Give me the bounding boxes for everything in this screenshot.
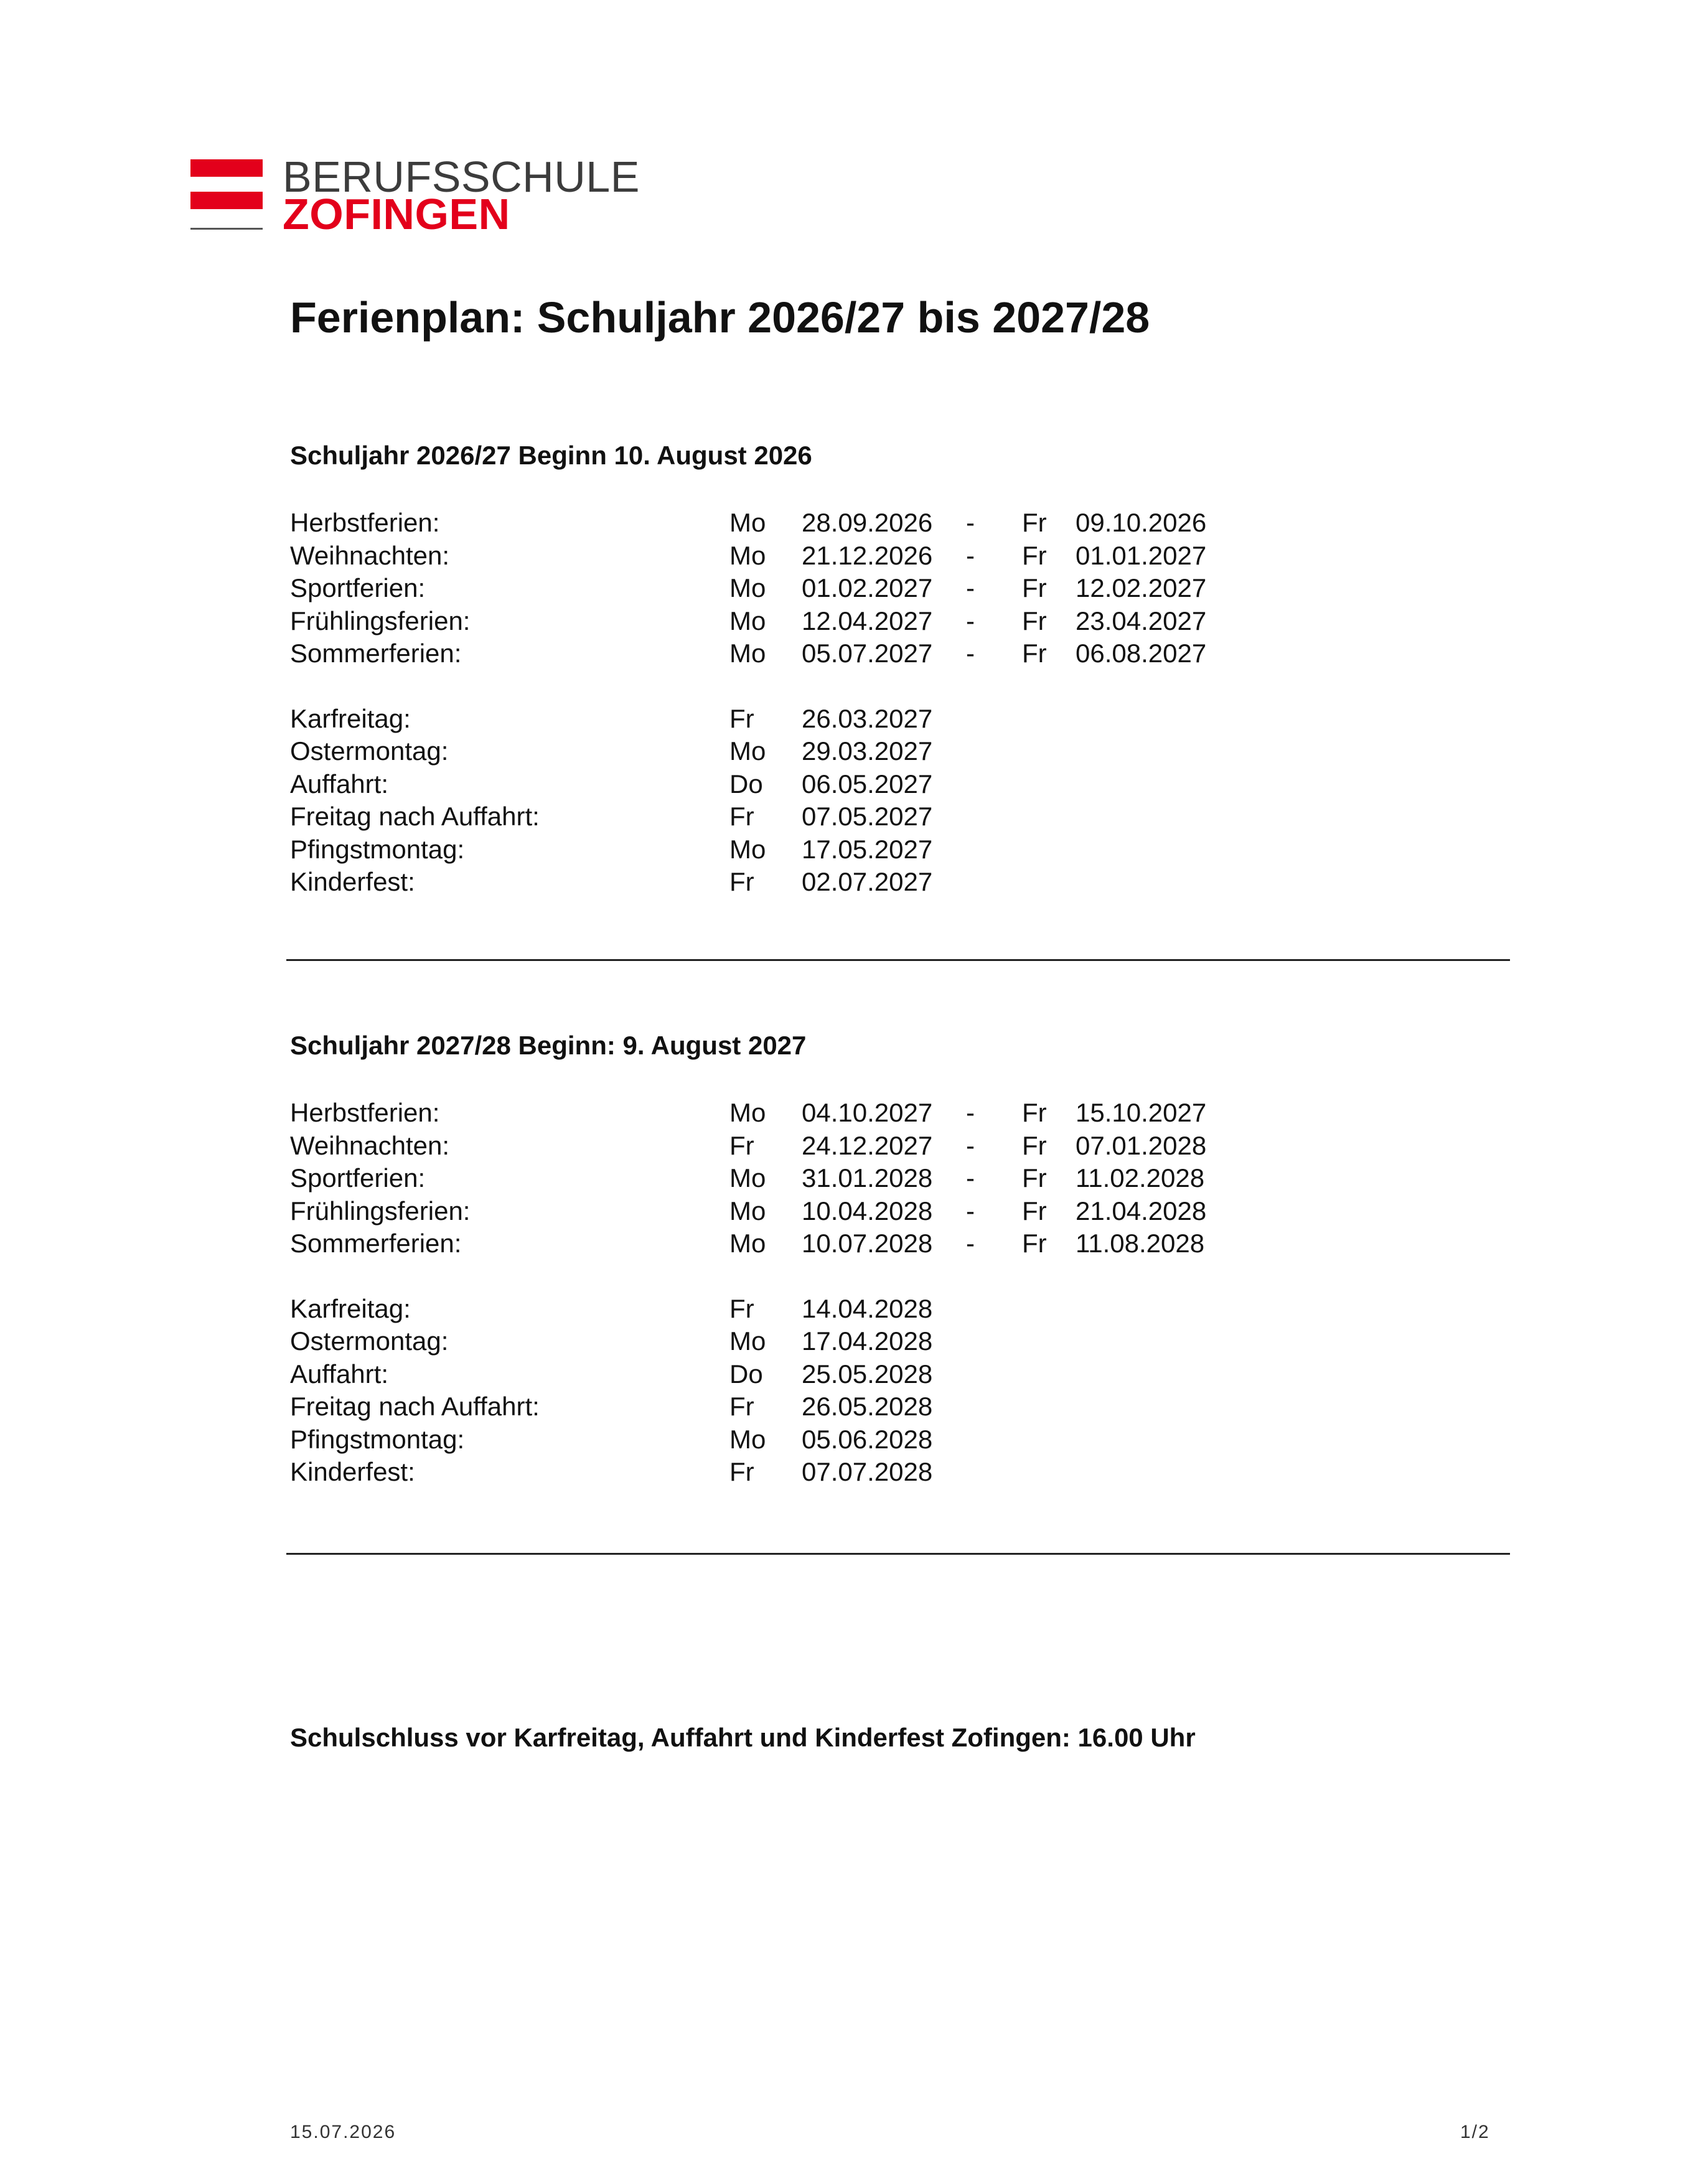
holiday-row <box>290 1162 1410 1195</box>
holiday-list <box>290 507 1410 670</box>
weekday: Fr <box>729 867 754 896</box>
holiday-label: Weihnachten: <box>290 1130 450 1160</box>
start-date: 10.07.2028 <box>802 1229 933 1258</box>
start-date: 01.02.2027 <box>802 573 933 602</box>
weekday: Fr <box>729 802 754 831</box>
end-weekday: Fr <box>1022 606 1047 635</box>
logo-grey-rule <box>190 228 263 230</box>
end-weekday: Fr <box>1022 508 1047 537</box>
fixed-day-label: Pfingstmontag: <box>290 834 465 864</box>
end-date: 12.02.2027 <box>1076 573 1207 602</box>
date: 07.05.2027 <box>802 802 933 831</box>
weekday: Mo <box>729 1326 766 1356</box>
holiday-label: Sommerferien: <box>290 639 462 668</box>
end-weekday: Fr <box>1022 540 1047 570</box>
fixed-day-row <box>290 1423 1410 1456</box>
fixed-day-row <box>290 1390 1410 1423</box>
fixed-day-list <box>290 703 1410 899</box>
end-date: 11.02.2028 <box>1076 1163 1205 1193</box>
start-weekday: Mo <box>729 1098 766 1127</box>
fixed-day-row <box>290 866 1410 899</box>
range-separator: - <box>966 573 975 602</box>
holiday-row <box>290 1195 1410 1228</box>
start-weekday: Mo <box>729 1163 766 1193</box>
end-weekday: Fr <box>1022 1130 1047 1160</box>
start-date: 24.12.2027 <box>802 1130 933 1160</box>
holiday-label: Herbstferien: <box>290 1098 440 1127</box>
logo-text-line1: BERUFSSCHULE <box>283 152 640 201</box>
school-logo <box>190 152 640 238</box>
holiday-label: Sommerferien: <box>290 1229 462 1258</box>
logo-red-bar-bottom <box>190 192 263 209</box>
fixed-day-label: Ostermontag: <box>290 736 449 766</box>
date: 07.07.2028 <box>802 1457 933 1486</box>
fixed-day-row <box>290 1293 1410 1326</box>
weekday: Fr <box>729 1457 754 1486</box>
holiday-row <box>290 1227 1410 1260</box>
fixed-day-row <box>290 1456 1410 1489</box>
range-separator: - <box>966 606 975 635</box>
range-separator: - <box>966 540 975 570</box>
fixed-day-row <box>290 703 1410 736</box>
start-date: 05.07.2027 <box>802 639 933 668</box>
weekday: Mo <box>729 736 766 766</box>
logo-text-line2: ZOFINGEN <box>283 190 510 238</box>
footer-date: 15.07.2026 <box>290 2122 396 2142</box>
fixed-day-row <box>290 833 1410 866</box>
date: 02.07.2027 <box>802 867 933 896</box>
section-heading: Schuljahr 2026/27 Beginn 10. August 2026 <box>290 441 812 470</box>
weekday: Fr <box>729 703 754 733</box>
fixed-day-label: Karfreitag: <box>290 1293 411 1323</box>
date: 06.05.2027 <box>802 769 933 799</box>
holiday-row <box>290 572 1410 605</box>
holiday-row <box>290 637 1410 670</box>
end-weekday: Fr <box>1022 1163 1047 1193</box>
end-weekday: Fr <box>1022 1229 1047 1258</box>
holiday-label: Frühlingsferien: <box>290 606 471 635</box>
section-2027-28 <box>290 1029 1410 1489</box>
weekday: Do <box>729 769 763 799</box>
date: 14.04.2028 <box>802 1293 933 1323</box>
holiday-row <box>290 605 1410 638</box>
date: 25.05.2028 <box>802 1359 933 1389</box>
start-weekday: Fr <box>729 1130 754 1160</box>
end-date: 07.01.2028 <box>1076 1130 1207 1160</box>
fixed-day-row <box>290 1358 1410 1391</box>
range-separator: - <box>966 1130 975 1160</box>
end-date: 21.04.2028 <box>1076 1196 1207 1226</box>
holiday-row <box>290 1097 1410 1130</box>
start-weekday: Mo <box>729 606 766 635</box>
fixed-day-label: Pfingstmontag: <box>290 1424 465 1454</box>
weekday: Fr <box>729 1392 754 1421</box>
end-date: 09.10.2026 <box>1076 508 1207 537</box>
start-weekday: Mo <box>729 639 766 668</box>
range-separator: - <box>966 1163 975 1193</box>
date: 26.03.2027 <box>802 703 933 733</box>
range-separator: - <box>966 639 975 668</box>
holiday-label: Sportferien: <box>290 1163 426 1193</box>
holiday-list <box>290 1097 1410 1260</box>
start-weekday: Mo <box>729 1229 766 1258</box>
end-weekday: Fr <box>1022 1098 1047 1127</box>
start-date: 31.01.2028 <box>802 1163 933 1193</box>
section-heading: Schuljahr 2027/28 Beginn: 9. August 2027 <box>290 1031 807 1060</box>
date: 17.04.2028 <box>802 1326 933 1356</box>
date: 17.05.2027 <box>802 834 933 864</box>
weekday: Mo <box>729 1424 766 1454</box>
fixed-day-row <box>290 768 1410 801</box>
fixed-day-label: Kinderfest: <box>290 1457 415 1486</box>
range-separator: - <box>966 1229 975 1258</box>
holiday-label: Frühlingsferien: <box>290 1196 471 1226</box>
holiday-label: Herbstferien: <box>290 508 440 537</box>
fixed-day-label: Freitag nach Auffahrt: <box>290 802 540 831</box>
holiday-row <box>290 540 1410 573</box>
footer-page-number: 1/2 <box>1460 2122 1490 2142</box>
date: 29.03.2027 <box>802 736 933 766</box>
start-weekday: Mo <box>729 540 766 570</box>
fixed-day-label: Auffahrt: <box>290 1359 388 1389</box>
page-title: Ferienplan: Schuljahr 2026/27 bis 2027/28 <box>290 293 1150 342</box>
end-weekday: Fr <box>1022 1196 1047 1226</box>
section-divider <box>286 959 1510 961</box>
start-date: 21.12.2026 <box>802 540 933 570</box>
fixed-day-label: Auffahrt: <box>290 769 388 799</box>
date: 05.06.2028 <box>802 1424 933 1454</box>
end-date: 23.04.2027 <box>1076 606 1207 635</box>
start-date: 10.04.2028 <box>802 1196 933 1226</box>
end-weekday: Fr <box>1022 573 1047 602</box>
fixed-day-label: Freitag nach Auffahrt: <box>290 1392 540 1421</box>
range-separator: - <box>966 508 975 537</box>
fixed-day-row <box>290 1325 1410 1358</box>
start-weekday: Mo <box>729 1196 766 1226</box>
end-date: 11.08.2028 <box>1076 1229 1205 1258</box>
date: 26.05.2028 <box>802 1392 933 1421</box>
holiday-row <box>290 507 1410 540</box>
start-date: 12.04.2027 <box>802 606 933 635</box>
weekday: Do <box>729 1359 763 1389</box>
holiday-row <box>290 1130 1410 1163</box>
range-separator: - <box>966 1196 975 1226</box>
closing-time-note: Schulschluss vor Karfreitag, Auffahrt und Kinderfest Zofingen: 16.00 Uhr <box>290 1723 1196 1752</box>
fixed-day-label: Karfreitag: <box>290 703 411 733</box>
holiday-label: Weihnachten: <box>290 540 450 570</box>
section-2026-27 <box>290 439 1410 899</box>
range-separator: - <box>966 1098 975 1127</box>
fixed-day-row <box>290 735 1410 768</box>
logo-red-bar-top <box>190 159 263 177</box>
holiday-label: Sportferien: <box>290 573 426 602</box>
section-divider <box>286 1553 1510 1555</box>
fixed-day-label: Ostermontag: <box>290 1326 449 1356</box>
weekday: Mo <box>729 834 766 864</box>
end-date: 01.01.2027 <box>1076 540 1207 570</box>
start-weekday: Mo <box>729 508 766 537</box>
fixed-day-label: Kinderfest: <box>290 867 415 896</box>
weekday: Fr <box>729 1293 754 1323</box>
end-weekday: Fr <box>1022 639 1047 668</box>
start-weekday: Mo <box>729 573 766 602</box>
end-date: 06.08.2027 <box>1076 639 1207 668</box>
fixed-day-row <box>290 800 1410 833</box>
start-date: 28.09.2026 <box>802 508 933 537</box>
end-date: 15.10.2027 <box>1076 1098 1207 1127</box>
fixed-day-list <box>290 1293 1410 1489</box>
start-date: 04.10.2027 <box>802 1098 933 1127</box>
